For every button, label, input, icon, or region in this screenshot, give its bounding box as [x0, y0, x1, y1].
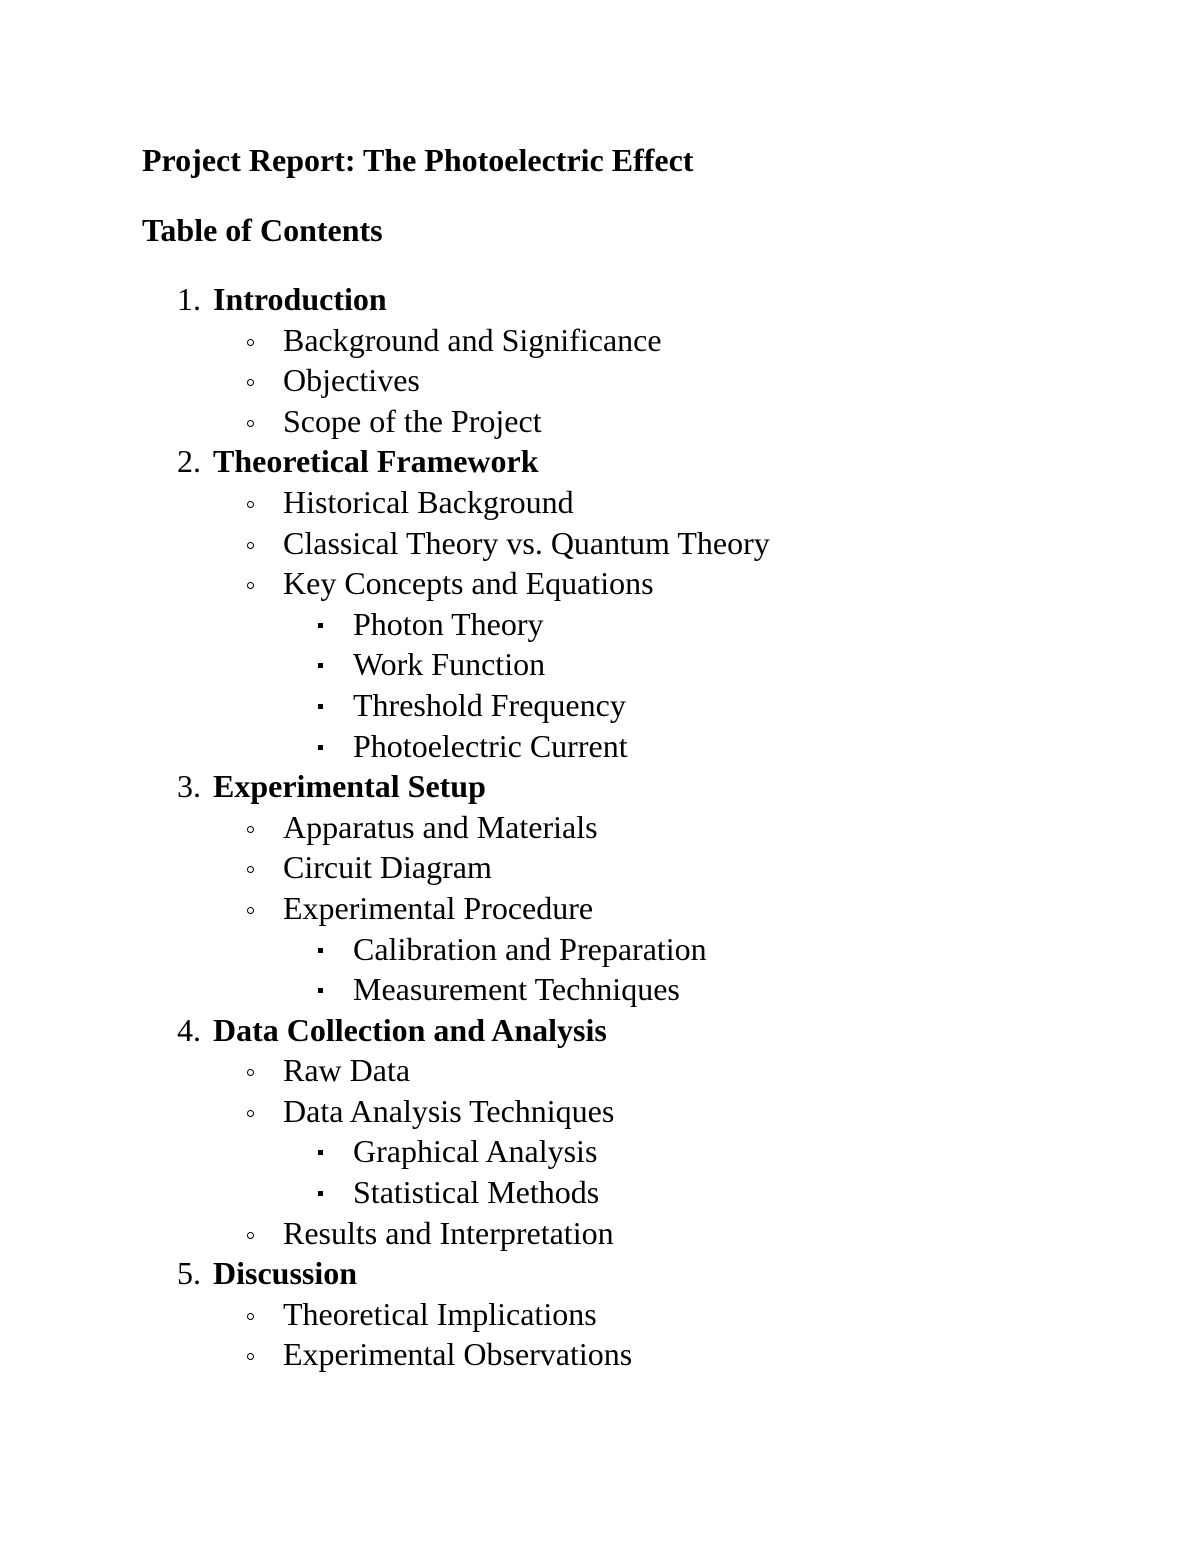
section-number: 1. [177, 281, 201, 317]
subsubsection-title: Graphical Analysis [353, 1133, 598, 1170]
subsection-title: Key Concepts and Equations [283, 565, 654, 602]
section-title: Theoretical Framework [213, 443, 539, 480]
circle-bullet-icon [247, 1110, 254, 1117]
document-title: Project Report: The Photoelectric Effect [142, 142, 694, 178]
subsubsection-title: Measurement Techniques [353, 971, 680, 1008]
circle-bullet-icon [247, 542, 254, 549]
circle-bullet-icon [247, 420, 254, 427]
circle-bullet-icon [247, 1232, 254, 1239]
section-number: 4. [177, 1011, 201, 1048]
circle-bullet-icon [247, 826, 254, 833]
circle-bullet-icon [247, 501, 254, 508]
subsubsection-title: Work Function [353, 646, 546, 683]
square-bullet-icon [318, 745, 323, 750]
subsection-title: Experimental Observations [283, 1336, 633, 1373]
circle-bullet-icon [247, 1069, 254, 1076]
subsection-title: Apparatus and Materials [283, 808, 598, 845]
circle-bullet-icon [247, 866, 254, 873]
subsubsection-title: Threshold Frequency [353, 686, 626, 723]
section-title: Discussion [213, 1255, 358, 1292]
circle-bullet-icon [247, 1353, 254, 1360]
square-bullet-icon [318, 663, 323, 668]
square-bullet-icon [318, 1150, 323, 1155]
subsection-title: Theoretical Implications [283, 1295, 597, 1332]
section-title: Data Collection and Analysis [213, 1011, 607, 1048]
subsection-title: Raw Data [283, 1052, 411, 1089]
subsection-title: Circuit Diagram [283, 849, 492, 886]
subsection-title: Historical Background [283, 483, 574, 520]
circle-bullet-icon [247, 582, 254, 589]
square-bullet-icon [318, 988, 323, 993]
subsection-title: Results and Interpretation [283, 1214, 614, 1251]
subsubsection-title: Statistical Methods [353, 1174, 600, 1211]
section-number: 2. [177, 443, 201, 480]
subsection-title: Data Analysis Techniques [283, 1092, 615, 1129]
section-title: Introduction [213, 281, 387, 317]
subsection-title: Experimental Procedure [283, 889, 594, 926]
square-bullet-icon [318, 704, 323, 709]
circle-bullet-icon [247, 379, 254, 386]
subsubsection-title: Calibration and Preparation [353, 930, 707, 967]
square-bullet-icon [318, 948, 323, 953]
subsubsection-title: Photon Theory [353, 605, 544, 642]
subsection-title: Classical Theory vs. Quantum Theory [283, 524, 770, 561]
circle-bullet-icon [247, 339, 254, 346]
circle-bullet-icon [247, 1313, 254, 1320]
subsection-title: Scope of the Project [283, 402, 542, 439]
section-number: 5. [177, 1255, 201, 1292]
subsection-title: Objectives [283, 362, 420, 399]
square-bullet-icon [318, 623, 323, 628]
square-bullet-icon [318, 1191, 323, 1196]
section-number: 3. [177, 768, 201, 805]
section-title: Experimental Setup [213, 768, 486, 805]
subsection-title: Background and Significance [283, 321, 662, 358]
subsubsection-title: Photoelectric Current [353, 727, 628, 764]
circle-bullet-icon [247, 907, 254, 914]
toc-heading: Table of Contents [142, 212, 383, 248]
